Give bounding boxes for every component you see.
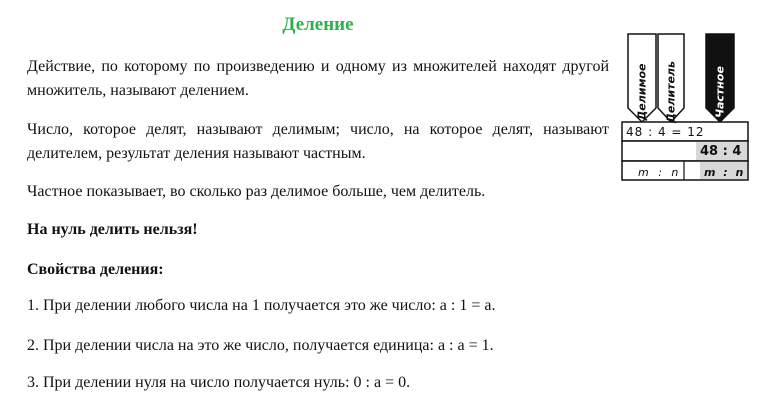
property-3: 3. При делении нуля на число получается нуль: 0 : a = 0. bbox=[27, 374, 411, 391]
dividend-label: Делимое bbox=[635, 63, 649, 121]
division-diagram bbox=[620, 30, 752, 186]
properties-heading: Свойства деления: bbox=[27, 261, 164, 278]
property-2: 2. При делении числа на это же число, получается единица: a : a = 1. bbox=[27, 337, 494, 354]
divisor-label: Делитель bbox=[664, 61, 678, 123]
zero-rule: На нуль делить нельзя! bbox=[27, 221, 198, 238]
diagram-row-letters-left: m : n bbox=[638, 166, 682, 179]
page-title: Деление bbox=[282, 14, 354, 35]
quotient-label: Частное bbox=[713, 66, 727, 118]
diagram-row-equation: 48 : 4 = 12 bbox=[626, 125, 705, 139]
property-1: 1. При делении любого числа на 1 получается это же число: a : 1 = a. bbox=[27, 297, 496, 314]
definition-paragraph: Действие, по которому по произведению и одному из множителей находят другой множитель, называют делением. bbox=[27, 58, 609, 99]
diagram-row-quotient-expression: 48 : 4 bbox=[700, 144, 742, 159]
terms-paragraph: Число, которое делят, называют делимым; число, на которое делят, называют делителем, результат деления называют частным. bbox=[27, 121, 609, 162]
quotient-meaning-paragraph: Частное показывает, во сколько раз делимое больше, чем делитель. bbox=[27, 183, 486, 200]
diagram-row-letters-right: m : n bbox=[704, 166, 746, 179]
